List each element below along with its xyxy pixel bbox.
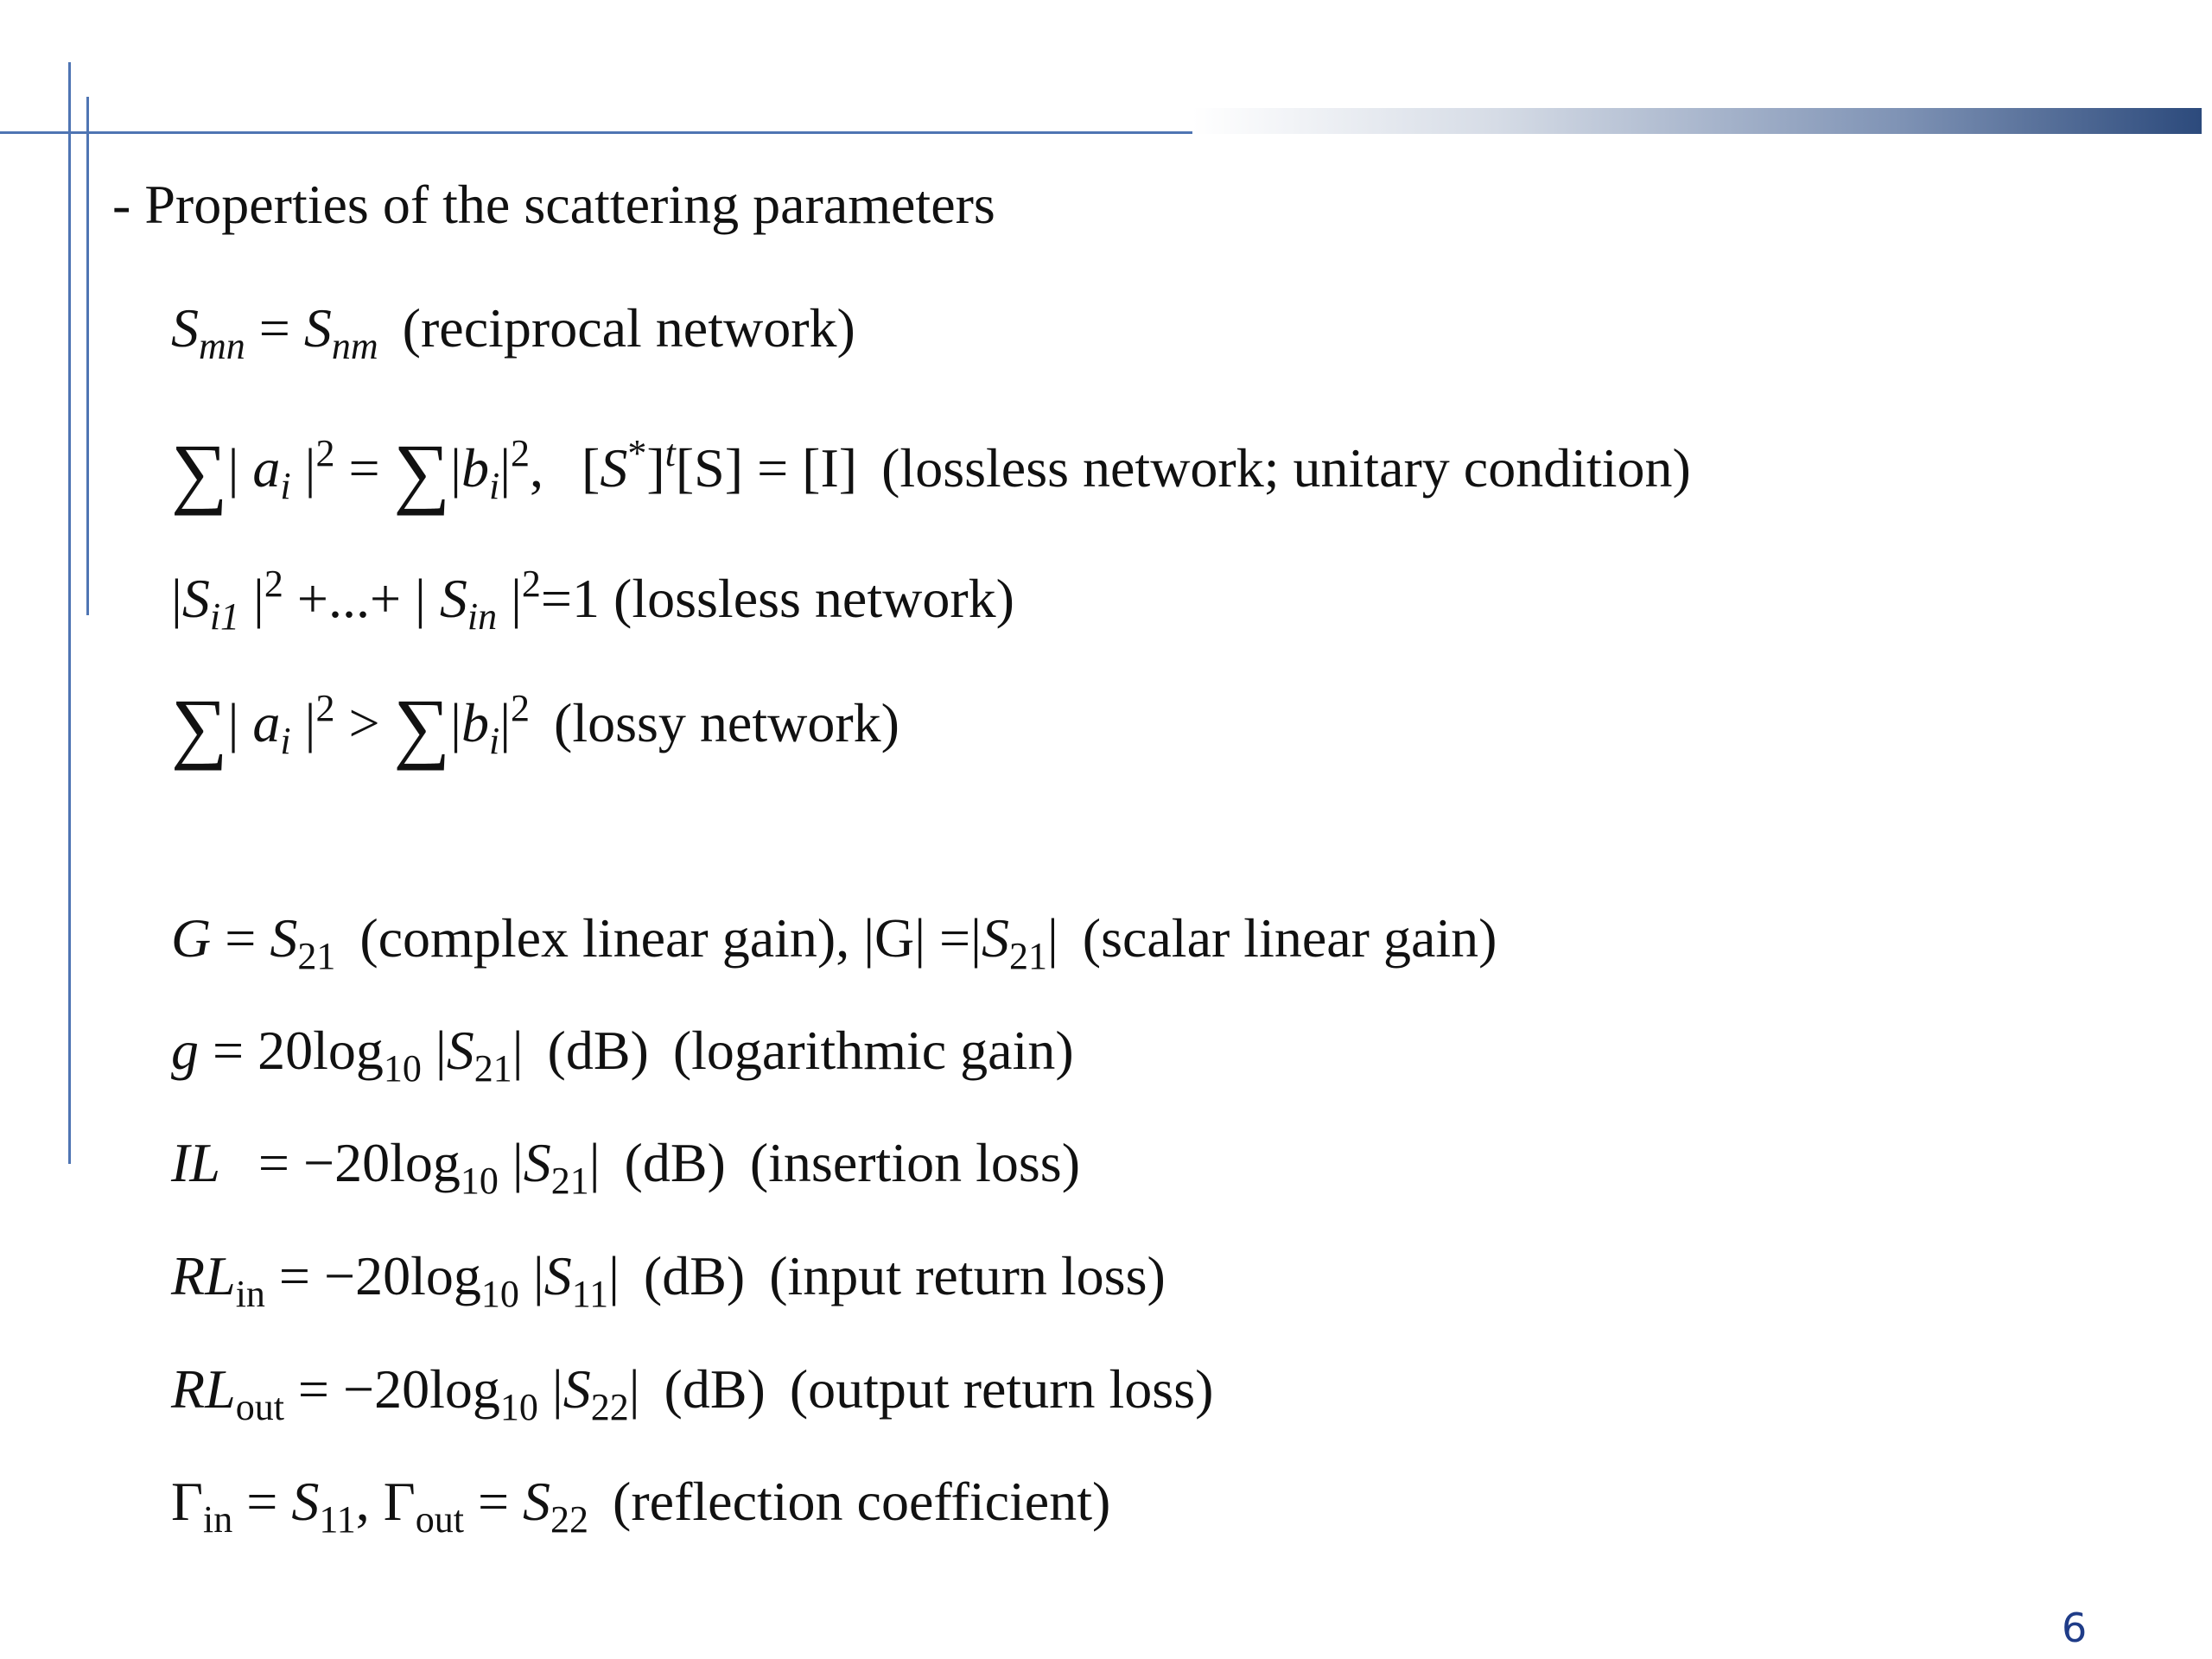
equation-description: (input return loss) — [769, 1245, 1166, 1306]
left-accent-line-outer — [68, 62, 71, 1164]
slide-heading: - Properties of the scattering parameters — [112, 174, 995, 235]
equation-description: (insertion loss) — [749, 1132, 1080, 1193]
equation-reflection-coefficient: $\Gamma_{in} = S_{11}$, $\Gamma_{out} = S_{22}$ (reflection coefficient) — [171, 1471, 1111, 1541]
equation-description: (complex linear gain), — [359, 907, 850, 969]
page-number: 6 — [2062, 1605, 2088, 1651]
equation-log-gain: $g = 20\log_{10}$ $|S_{21}|$ (dB) (logarithmic gain) — [171, 1020, 1074, 1090]
equation-description: (lossless network) — [613, 568, 1014, 629]
equation-input-return-loss: $RL_{in} = -20\log_{10}$ $|S_{11}|$ (dB) (input return loss) — [171, 1245, 1166, 1315]
header-gradient-bar — [1192, 108, 2202, 134]
left-accent-line-inner — [86, 97, 89, 615]
equation-description: (lossless network; unitary condition) — [881, 437, 1691, 499]
equation-lossless-row: $|S_{i1}$ $|^2$ +...+ | $S_{in}$ $|^2=1$ (lossless network) — [171, 563, 1014, 638]
equation-description: (logarithmic gain) — [672, 1020, 1074, 1081]
equation-gain: $G = S_{21}$ (complex linear gain), $|G| =|S_{21}|$ (scalar linear gain) — [171, 907, 1497, 977]
equation-output-return-loss: $RL_{out} = -20\log_{10}$ $|S_{22}|$ (dB) (output return loss) — [171, 1358, 1214, 1428]
equation-description: (output return loss) — [789, 1358, 1214, 1420]
equation-description: (lossy network) — [554, 692, 899, 753]
equation-lossy: ∑| $a_i$ $|^2 > \sum|b_i|^2$ (lossy network) — [171, 683, 899, 771]
equation-reciprocal: $S_{mn} = S_{nm}$ (reciprocal network) — [171, 297, 855, 367]
equation-description: (reciprocal network) — [402, 297, 855, 359]
equation-insertion-loss: IL = $-20\log_{10}$ $|S_{21}|$ (dB) (insertion loss) — [171, 1132, 1080, 1202]
equation-description: (reflection coefficient) — [613, 1471, 1111, 1532]
equation-lossless-unitary: ∑| $a_i$ $|^2 = \sum|b_i|^2$, $[S^*]^t[S] = [I]$ (lossless network; unitary condition) — [171, 428, 1691, 516]
equation-description: (scalar linear gain) — [1082, 907, 1497, 969]
